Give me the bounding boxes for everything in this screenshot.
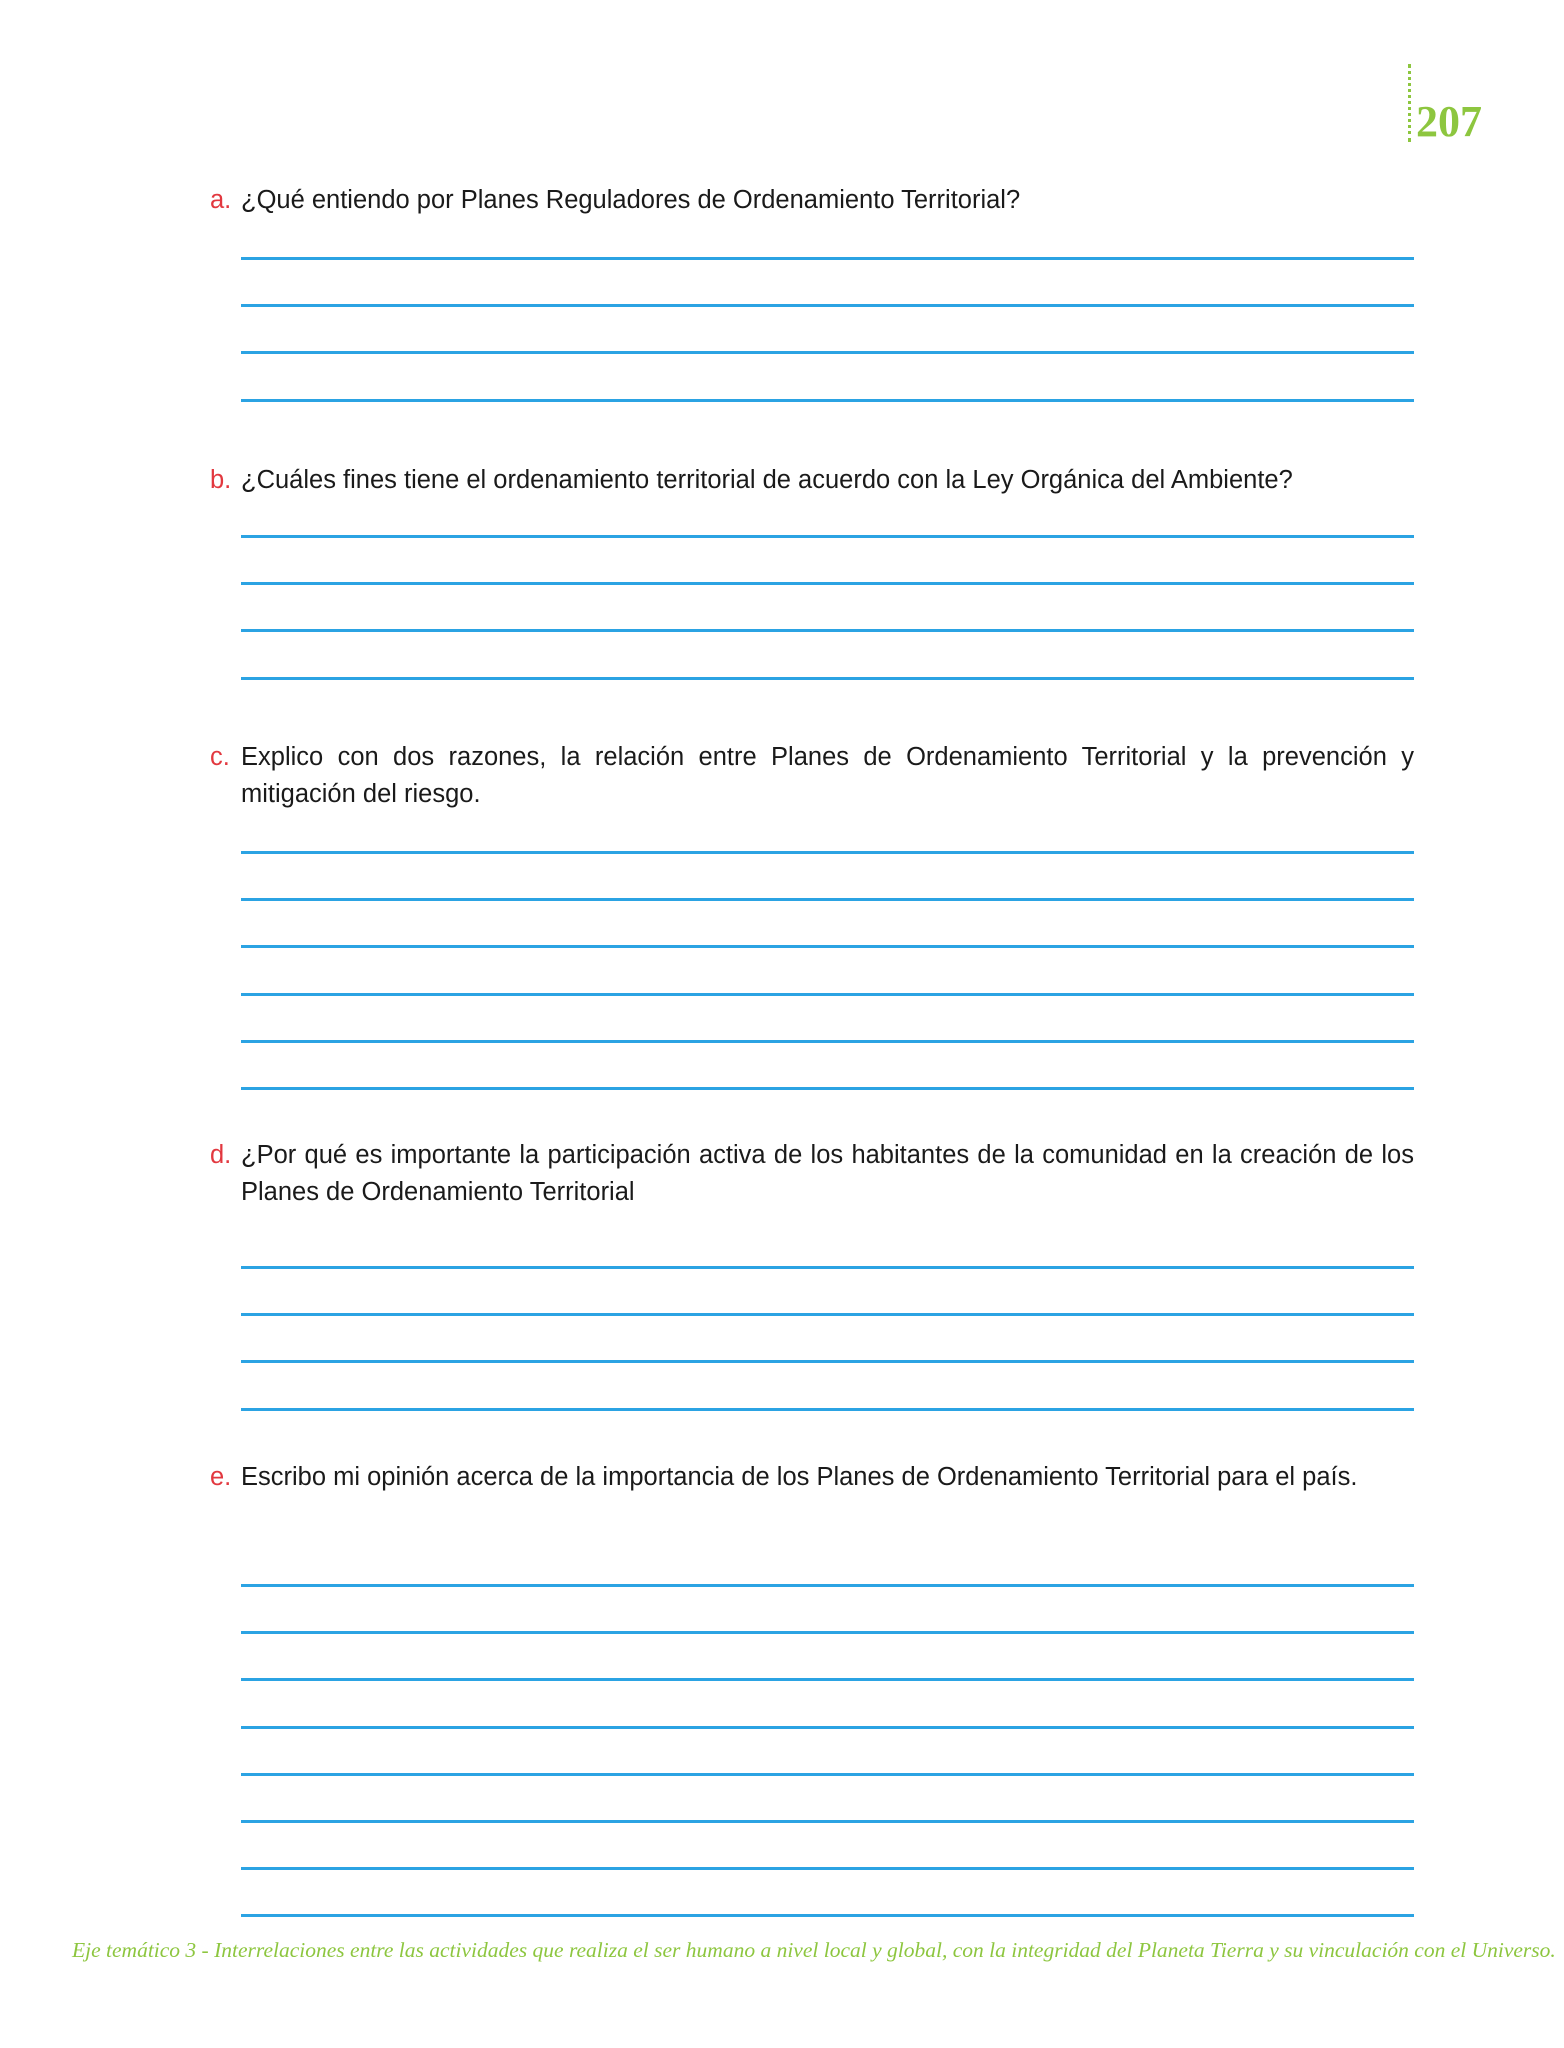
page-number: 207 xyxy=(1416,97,1482,146)
answer-line[interactable] xyxy=(241,304,1414,307)
answer-line[interactable] xyxy=(241,1867,1414,1870)
question-text: Explico con dos razones, la relación entre Planes de Ordenamiento Territorial y la prevención y mitigación del riesgo. xyxy=(241,743,1414,808)
answer-line[interactable] xyxy=(241,351,1414,354)
answer-line[interactable] xyxy=(241,1584,1414,1587)
question-c xyxy=(210,739,1414,813)
answer-line[interactable] xyxy=(241,1631,1414,1634)
question-text: ¿Por qué es importante la participación activa de los habitantes de la comunidad en la creación de los Planes de Ordenamiento Territorial xyxy=(241,1141,1414,1206)
question-text: ¿Qué entiendo por Planes Reguladores de Ordenamiento Territorial? xyxy=(241,186,1021,214)
question-label: a. xyxy=(210,186,232,214)
answer-line[interactable] xyxy=(241,1266,1414,1269)
question-label: d. xyxy=(210,1141,232,1169)
answer-line[interactable] xyxy=(241,1820,1414,1823)
page-number-divider xyxy=(1408,64,1411,142)
answer-line[interactable] xyxy=(241,851,1414,854)
answer-line[interactable] xyxy=(241,629,1414,632)
answer-line[interactable] xyxy=(241,677,1414,680)
question-text: ¿Cuáles fines tiene el ordenamiento territorial de acuerdo con la Ley Orgánica del Ambiente? xyxy=(241,466,1293,494)
answer-line[interactable] xyxy=(241,1408,1414,1411)
answer-line[interactable] xyxy=(241,1914,1414,1917)
answer-line[interactable] xyxy=(241,898,1414,901)
answer-line[interactable] xyxy=(241,1773,1414,1776)
question-a xyxy=(210,182,1414,219)
question-label: b. xyxy=(210,466,232,494)
answer-line[interactable] xyxy=(241,257,1414,260)
question-label: e. xyxy=(210,1463,232,1491)
answer-line[interactable] xyxy=(241,1726,1414,1729)
answer-line[interactable] xyxy=(241,993,1414,996)
question-label: c. xyxy=(210,743,230,771)
question-d xyxy=(210,1137,1414,1211)
answer-line[interactable] xyxy=(241,1360,1414,1363)
footer-caption: Eje temático 3 - Interrelaciones entre las actividades que realiza el ser humano a nivel local y global, con la integridad del Planeta Tierra y su vinculación con el Universo. xyxy=(72,1938,1556,1962)
answer-line[interactable] xyxy=(241,399,1414,402)
answer-line[interactable] xyxy=(241,582,1414,585)
answer-line[interactable] xyxy=(241,535,1414,538)
question-text: Escribo mi opinión acerca de la importancia de los Planes de Ordenamiento Territorial para el país. xyxy=(241,1463,1358,1491)
answer-line[interactable] xyxy=(241,1678,1414,1681)
answer-line[interactable] xyxy=(241,945,1414,948)
answer-line[interactable] xyxy=(241,1087,1414,1090)
answer-line[interactable] xyxy=(241,1313,1414,1316)
question-b xyxy=(210,462,1414,499)
answer-line[interactable] xyxy=(241,1040,1414,1043)
question-e xyxy=(210,1459,1414,1496)
